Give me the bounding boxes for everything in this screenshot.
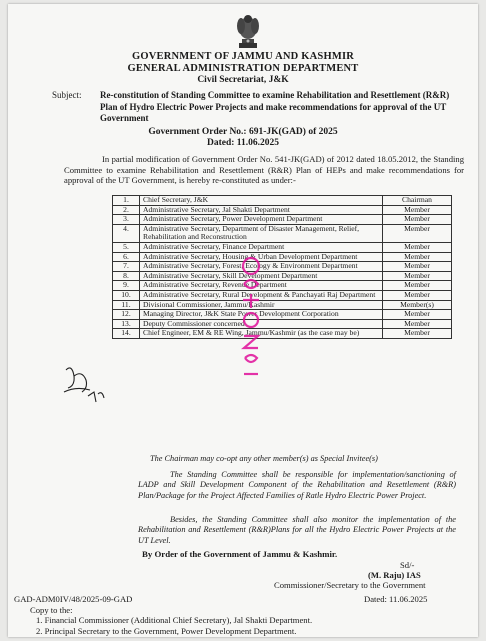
by-order-line: By Order of the Government of Jammu & Kashmir.: [142, 549, 338, 559]
member-sno: 6.: [113, 252, 140, 262]
header-government: GOVERNMENT OF JAMMU AND KASHMIR: [131, 51, 355, 62]
committee-table: [112, 195, 452, 339]
member-role: Member: [383, 310, 452, 320]
table-row: [113, 281, 452, 291]
table-row: [113, 329, 452, 339]
signatory-name: (M. Raju) IAS: [368, 570, 421, 580]
chairman-note: The Chairman may co-opt any other member(s) as Special Invitee(s): [150, 454, 378, 463]
member-name: Administrative Secretary, Finance Department: [140, 242, 383, 252]
member-sno: 14.: [113, 329, 140, 339]
member-sno: 13.: [113, 319, 140, 329]
member-sno: 2.: [113, 205, 140, 215]
responsibility-paragraph: The Standing Committee shall be responsible for implementation/sanctioning of LADP and Skill Development Component of the Rehabilitation and Resettlement (R&R) Plan/Package for the Project Affected Families of Ratle Hydro Electric Power Project.: [138, 470, 456, 500]
member-role: Member(s): [383, 300, 452, 310]
member-sno: 12.: [113, 310, 140, 320]
table-row: [113, 310, 452, 320]
member-role: Member: [383, 290, 452, 300]
member-sno: 9.: [113, 281, 140, 291]
signatory-designation: Commissioner/Secretary to the Government: [274, 580, 426, 590]
reference-date: Dated: 11.06.2025: [364, 594, 428, 604]
member-name: Administrative Secretary, Power Development Department: [140, 215, 383, 225]
subject-label: Subject:: [52, 90, 82, 100]
member-sno: 10.: [113, 290, 140, 300]
national-emblem-icon: [233, 10, 263, 50]
member-name: Administrative Secretary, Department of Disaster Management, Relief, Rehabilitation and Reconstruction: [140, 224, 383, 242]
monitoring-paragraph: Besides, the Standing Committee shall also monitor the implementation of the Rehabilitation and Resettlement (R&R)Plans for all the Hydro Electric Power Projects at the UT Level.: [138, 515, 456, 545]
member-name: Chief Engineer, EM & RE Wing, Jammu/Kashmir (as the case may be): [140, 329, 383, 339]
member-name: Administrative Secretary, Rural Development & Panchayati Raj Department: [140, 290, 383, 300]
member-name: Administrative Secretary, Skill Development Department: [140, 271, 383, 281]
member-name: Administrative Secretary, Housing & Urban Development Department: [140, 252, 383, 262]
member-role: Member: [383, 281, 452, 291]
header-secretariat: Civil Secretariat, J&K: [197, 75, 289, 85]
member-name: Administrative Secretary, Revenue Department: [140, 281, 383, 291]
member-name: Divisional Commissioner, Jammu/Kashmir: [140, 300, 383, 310]
member-sno: 4.: [113, 224, 140, 242]
member-role: Member: [383, 252, 452, 262]
intro-paragraph: In partial modification of Government Order No. 541-JK(GAD) of 2012 dated 18.05.2012, the Standing Committee to examine Rehabilitation and Resettlement (R&R) Plan of HEPs and make recommendations for approval of the UT Government, is hereby re-constituted as under:-: [64, 154, 464, 186]
header-department: GENERAL ADMINISTRATION DEPARTMENT: [127, 63, 359, 74]
member-role: Member: [383, 271, 452, 281]
member-name: Deputy Commissioner concerned: [140, 319, 383, 329]
member-name: Administrative Secretary, Forest, Ecology & Environment Department: [140, 262, 383, 272]
order-number: Government Order No.: 691-JK(GAD) of 2025: [148, 127, 338, 137]
member-sno: 3.: [113, 215, 140, 225]
member-role: Member: [383, 262, 452, 272]
table-row: [113, 262, 452, 272]
member-role: Chairman: [383, 196, 452, 206]
table-row: [113, 242, 452, 252]
member-name: Chief Secretary, J&K: [140, 196, 383, 206]
member-role: Member: [383, 319, 452, 329]
member-sno: 7.: [113, 262, 140, 272]
table-row: [113, 215, 452, 225]
copy-to-item: 1. Financial Commissioner (Additional Chief Secretary), Jal Shakti Department.: [36, 615, 313, 625]
member-name: Managing Director, J&K State Power Development Corporation: [140, 310, 383, 320]
table-row: [113, 196, 452, 206]
member-sno: 8.: [113, 271, 140, 281]
member-name: Administrative Secretary, Jal Shakti Department: [140, 205, 383, 215]
member-role: Member: [383, 215, 452, 225]
copy-to-label: Copy to the:: [30, 605, 73, 615]
subject-text: Re-constitution of Standing Committee to examine Rehabilitation and Resettlement (R&R) Plan of Hydro Electric Power Projects and make recommendations for approval of the UT Government: [100, 90, 450, 123]
copy-to-item: 2. Principal Secretary to the Government, Power Development Department.: [36, 626, 297, 636]
reference-number: GAD-ADM0IV/48/2025-09-GAD: [14, 594, 133, 604]
watermark-logo: [236, 254, 266, 384]
member-role: Member: [383, 224, 452, 242]
signature-sd: Sd/-: [400, 560, 415, 570]
member-role: Member: [383, 205, 452, 215]
handwritten-initials: [60, 362, 110, 408]
table-row: [113, 224, 452, 242]
member-role: Member: [383, 329, 452, 339]
table-row: [113, 290, 452, 300]
member-role: Member: [383, 242, 452, 252]
document-page: [8, 4, 478, 637]
member-sno: 5.: [113, 242, 140, 252]
member-sno: 1.: [113, 196, 140, 206]
order-date: Dated: 11.06.2025: [206, 138, 280, 148]
member-sno: 11.: [113, 300, 140, 310]
